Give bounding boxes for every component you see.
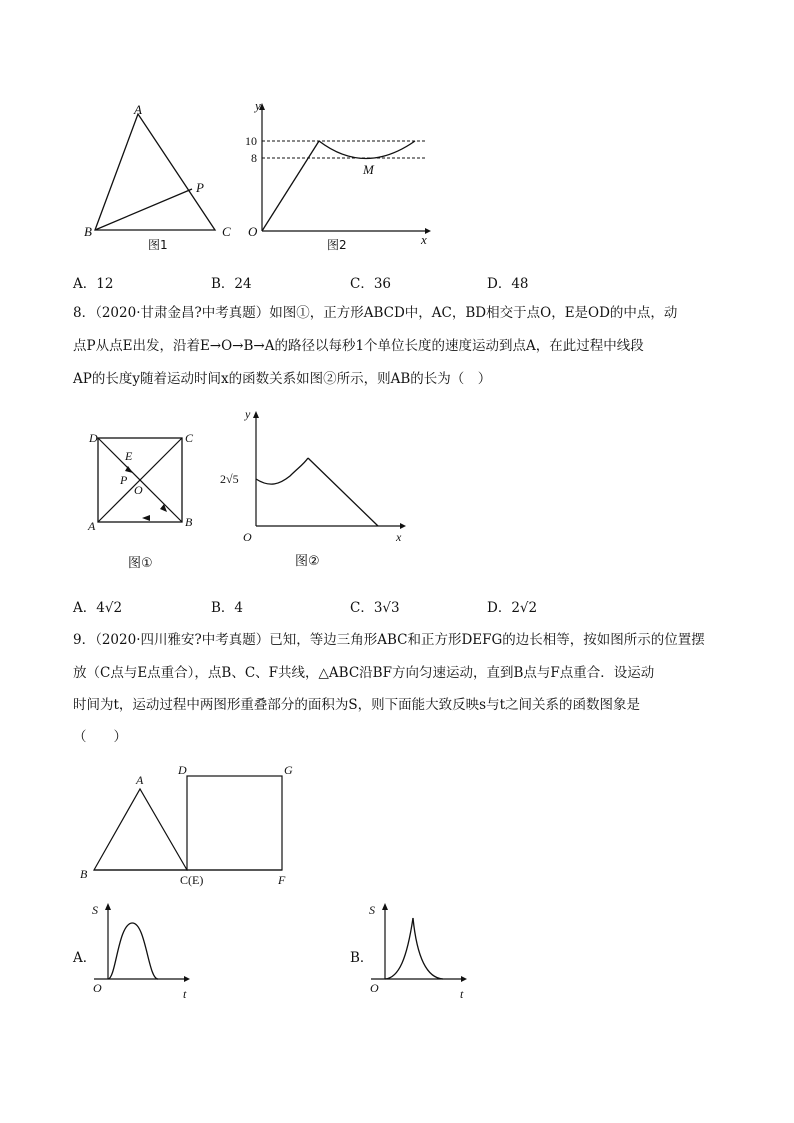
q8-stem-line-1: 8．（2020·甘肃金昌?中考真题）如图①，正方形ABCD中，AC，BD相交于点O，E是OD的中点，动 <box>73 305 678 321</box>
q8-fig1-label-a: A <box>88 519 96 533</box>
q8-fig1-label-c: C <box>185 431 194 445</box>
q9-fig-label-g: G <box>284 763 293 777</box>
q9-option-b-s: S <box>369 903 375 917</box>
q9-stem-line-4: （ ） <box>73 729 127 745</box>
q8-option-b: B．4 <box>211 600 244 616</box>
q8-fig1-label-d: D <box>89 431 98 445</box>
q8-fig1-caption: 图① <box>128 556 153 571</box>
q7-option-c: C．36 <box>350 276 392 292</box>
q8-option-a: A．4√2 <box>73 600 123 616</box>
q9-stem-line-1: 9．（2020·四川雅安?中考真题）已知，等边三角形ABC和正方形DEFG的边长相等，按如图所示的位置摆 <box>73 632 705 648</box>
q7-option-d: D．48 <box>487 276 529 292</box>
q8-stem-line-3: AP的长度y随着运动时间x的函数关系如图②所示，则AB的长为（ ） <box>73 371 492 387</box>
q7-fig1-label-a: A <box>134 102 142 117</box>
q7-figure-1 <box>80 100 240 250</box>
q9-fig-label-ce: C(E) <box>180 873 204 887</box>
q9-option-a-graph <box>86 898 196 1002</box>
q7-fig1-label-b: B <box>84 224 92 239</box>
q7-fig2-label-m: M <box>363 162 374 177</box>
q9-option-a-o: O <box>93 981 102 995</box>
q9-option-b-o: O <box>370 981 379 995</box>
q9-fig-label-b: B <box>80 867 88 881</box>
q9-option-a-s: S <box>92 903 98 917</box>
q7-fig1-label-c: C <box>222 224 231 239</box>
q8-stem-line-2: 点P从点E出发，沿着E→O→B→A的路径以每秒1个单位长度的速度运动到点A，在此过程中线段 <box>73 338 644 354</box>
q7-fig2-x-label: x <box>421 232 427 247</box>
q9-stem-line-2: 放（C点与E点重合），点B、C、F共线，△ABC沿BF方向匀速运动，直到B点与F点重合．设运动 <box>73 665 655 681</box>
q9-fig-label-f: F <box>278 873 286 887</box>
q9-fig-label-a: A <box>136 773 144 787</box>
q8-option-d: D．2√2 <box>487 600 538 616</box>
q7-fig2-y-label: y <box>255 98 261 113</box>
q8-fig1-label-e: E <box>125 449 133 463</box>
q9-option-b-t: t <box>460 987 464 1001</box>
q7-fig2-origin: O <box>248 224 258 239</box>
q8-fig1-label-p: P <box>120 473 128 487</box>
q8-option-c: C．3√3 <box>350 600 400 616</box>
q7-option-b: B．24 <box>211 276 252 292</box>
q7-fig2-tick-8: 8 <box>251 151 257 165</box>
q9-stem-line-3: 时间为t，运动过程中两图形重叠部分的面积为S，则下面能大致反映s与t之间关系的函数图象是 <box>73 697 641 713</box>
q9-option-a-t: t <box>183 987 187 1001</box>
q8-figure-1 <box>84 428 204 576</box>
q8-fig1-label-b: B <box>185 515 193 529</box>
q7-fig1-label-p: P <box>196 180 204 195</box>
q8-fig2-x-label: x <box>396 530 402 544</box>
q8-figure-2 <box>212 406 412 570</box>
q8-fig2-y-value: 2√5 <box>220 472 239 486</box>
q8-fig2-caption: 图② <box>295 554 320 569</box>
q8-fig2-origin: O <box>243 530 252 544</box>
q8-fig1-label-o: O <box>134 483 143 497</box>
q7-figure-2 <box>245 98 435 254</box>
q8-fig2-y-label: y <box>245 407 251 421</box>
q9-option-b-graph <box>363 898 473 1002</box>
q7-fig2-caption: 图2 <box>327 238 347 252</box>
q9-fig-label-d: D <box>178 763 187 777</box>
q9-figure <box>74 760 304 888</box>
q9-option-a-label: A． <box>73 950 97 966</box>
q9-option-b-label: B． <box>350 950 374 966</box>
q7-option-a: A．12 <box>73 276 114 292</box>
q7-fig2-tick-10: 10 <box>245 134 257 148</box>
q7-fig1-caption: 图1 <box>148 238 168 250</box>
